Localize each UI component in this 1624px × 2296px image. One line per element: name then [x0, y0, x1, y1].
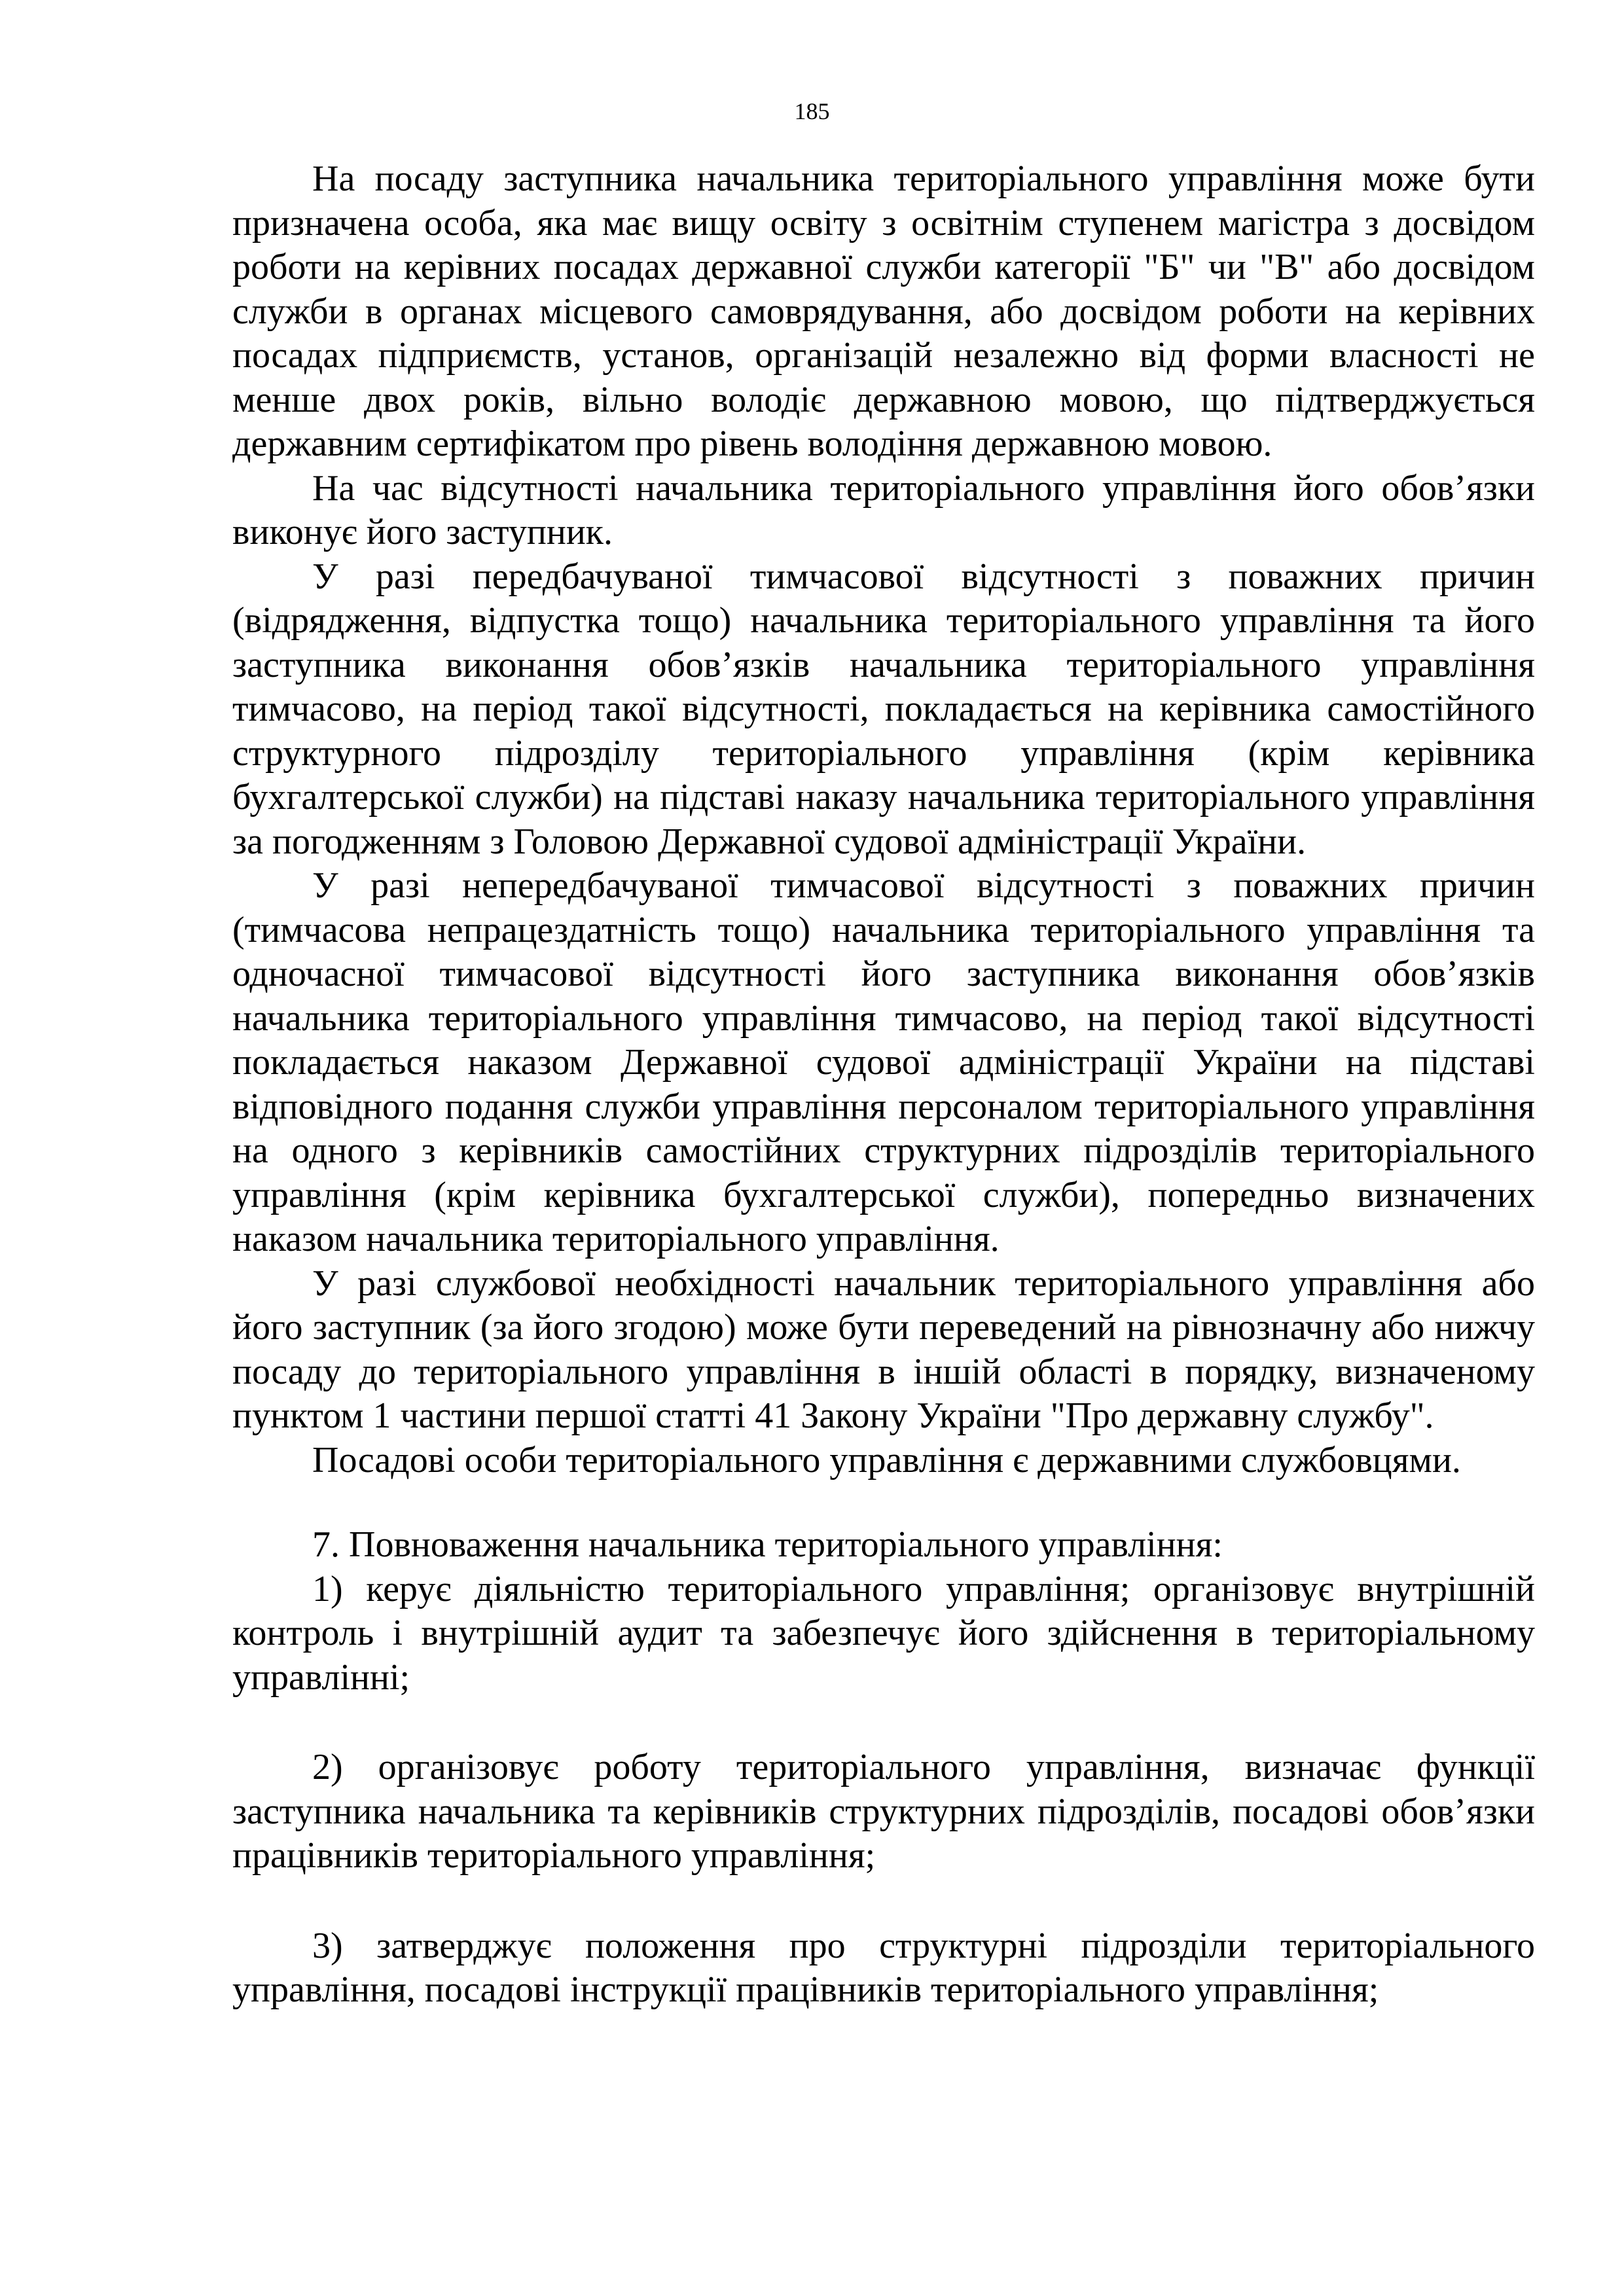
paragraph-planned-absence: У разі передбачуваної тимчасової відсутності з поважних причин (відрядження, відпустка тощо) начальника територіального управління та його заступника виконання обов’язків начальника територіального управління тимчасово, на період такої відсутності, покладається на керівника самостійного структурного підрозділу територіального управління (крім керівника бухгалтерської служби) на підставі наказу начальника територіального управління за погодженням з Головою Державної судової адміністрації України.	[232, 556, 1535, 862]
spacer	[232, 1482, 1535, 1523]
spacer	[232, 1878, 1535, 1924]
page-number: 185	[794, 98, 830, 124]
list-item-3: 3) затверджує положення про структурні підрозділи територіального управління, посадові інструкції працівників територіального управління;	[232, 1925, 1535, 2010]
list-item-1: 1) керує діяльністю територіального управління; організовує внутрішній контроль і внутрішній аудит та забезпечує його здійснення в територіальному управлінні;	[232, 1568, 1535, 1698]
paragraph-unplanned-absence: У разі непередбачуваної тимчасової відсутності з поважних причин (тимчасова непрацездатність тощо) начальника територіального управління та одночасної тимчасової відсутності його заступника виконання обов’язків начальника територіального управління тимчасово, на період такої відсутності покладається наказом Державної судової адміністрації України на підставі відповідного подання служби управління персоналом територіального управління на одного з керівників самостійних структурних підрозділів територіального управління (крім керівника бухгалтерської служби), попередньо визначених наказом начальника територіального управління.	[232, 865, 1535, 1259]
spacer	[232, 1700, 1535, 1746]
section-heading-7: 7. Повноваження начальника територіального управління:	[312, 1524, 1223, 1565]
paragraph-transfer: У разі службової необхідності начальник територіального управління або його заступник (за його згодою) може бути переведений на рівнозначну або нижчу посаду до територіального управління в іншій області в порядку, визначеному пунктом 1 частини першої статті 41 Закону України "Про державну службу".	[232, 1263, 1535, 1436]
paragraph-deputy-appointment: На посаду заступника начальника територіального управління може бути призначена особа, яка має вищу освіту з освітнім ступенем магістра з досвідом роботи на керівних посадах державної служби категорії "Б" чи "В" або досвідом служби в органах місцевого самоврядування, або досвідом роботи на керівних посадах підприємств, установ, організацій незалежно від форми власності не менше двох років, вільно володіє державною мовою, що підтверджується державним сертифікатом про рівень володіння державною мовою.	[232, 158, 1535, 464]
paragraph-absence-duties: На час відсутності начальника територіального управління його обов’язки виконує його заступник.	[232, 467, 1535, 552]
document-body	[232, 157, 1535, 2013]
list-item-2: 2) організовує роботу територіального управління, визначає функції заступника начальника та керівників структурних підрозділів, посадові обов’язки працівників територіального управління;	[232, 1747, 1535, 1876]
paragraph-civil-servants: Посадові особи територіального управління є державними службовцями.	[312, 1439, 1461, 1480]
